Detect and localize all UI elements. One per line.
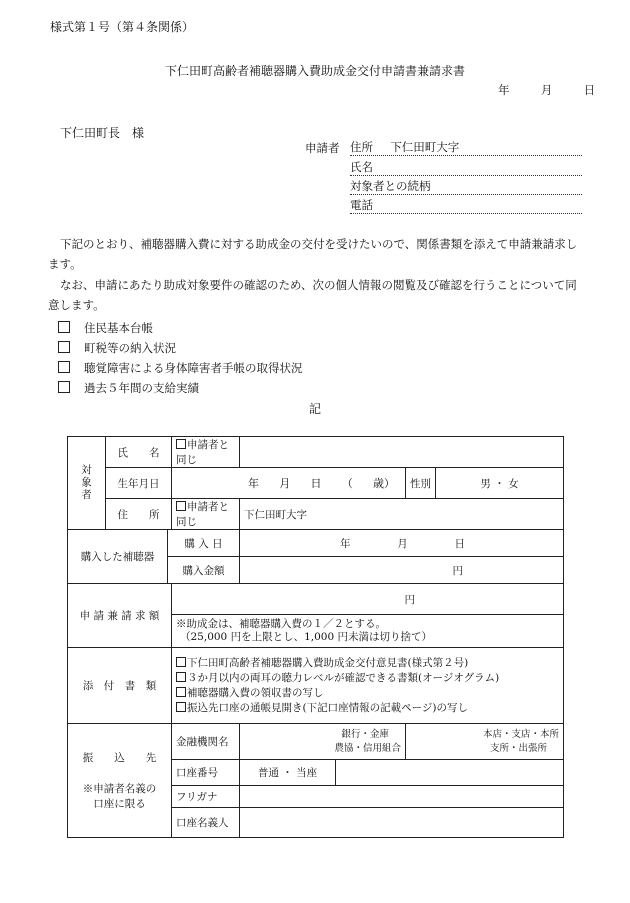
checkbox-icon[interactable] — [176, 702, 186, 712]
checkbox-icon[interactable] — [176, 672, 186, 682]
purchase-date-input[interactable] — [240, 530, 564, 557]
branch-types-line2: 支所・出張所 — [490, 742, 548, 754]
claim-note-line1: ※助成金は、補聴器購入費の１／２とする。 — [176, 618, 386, 630]
consent-item-label: 聴覚障害による身体障害者手帳の取得状況 — [84, 361, 303, 375]
dob-month: 月 — [279, 477, 291, 490]
attachment-item[interactable] — [176, 671, 559, 686]
applicant-phone-field[interactable] — [350, 198, 582, 214]
purchase-amount-input[interactable] — [240, 557, 564, 584]
subject-heading: 対象者 — [80, 464, 92, 502]
attachment-label: ３か月以内の両耳の聴力レベルが確認できる書類(オージオグラム) — [187, 671, 500, 684]
dob-year: 年 — [248, 477, 259, 490]
subject-dob-row — [68, 468, 564, 499]
attachment-label: 下仁田町高齢者補聴器購入費助成金交付意見書(様式第２号) — [187, 656, 469, 669]
paragraph1-line2: ます。 — [48, 257, 82, 271]
attachments-heading: 添 付 書 類 — [68, 648, 172, 724]
ki-heading: 記 — [308, 402, 321, 416]
form-number: 様式第１号（第４条関係） — [50, 20, 195, 34]
institution-label: 金融機関名 — [172, 724, 240, 760]
account-holder-input[interactable] — [240, 808, 564, 838]
attachments-row — [68, 648, 564, 724]
bank-types-line2: 農協・信用組合 — [334, 742, 401, 754]
subject-name-label: 氏 名 — [106, 437, 172, 468]
furigana-label: フリガナ — [172, 786, 240, 808]
purchase-date-row — [68, 530, 564, 557]
purchase-month: 月 — [397, 537, 408, 550]
branch-type-options[interactable] — [406, 724, 564, 760]
date-month: 月 — [540, 83, 553, 97]
gender-options[interactable]: 男 ・ 女 — [436, 468, 564, 499]
account-holder-label: 口座名義人 — [172, 808, 240, 838]
checkbox-icon[interactable] — [58, 341, 70, 353]
purchase-date-label: 購 入 日 — [168, 530, 240, 557]
subject-name-input[interactable] — [240, 437, 564, 468]
checkbox-icon[interactable] — [176, 439, 186, 449]
subject-address-value: 下仁田町大字 — [244, 508, 307, 521]
consent-paragraph — [48, 275, 583, 315]
attachments-list — [172, 648, 564, 724]
attachment-item[interactable] — [176, 701, 559, 716]
bank-heading-cell — [68, 724, 172, 838]
subject-address-input[interactable] — [240, 499, 564, 530]
consent-item[interactable] — [58, 320, 153, 336]
furigana-input[interactable] — [240, 786, 564, 808]
subject-name-same-cell[interactable] — [172, 437, 240, 468]
purchase-amount-label: 購入金額 — [168, 557, 240, 584]
attachment-label: 振込先口座の通帳見開き(下記口座情報の記載ページ)の写し — [187, 701, 468, 714]
purchase-amount-unit: 円 — [452, 564, 464, 577]
consent-item-label: 町税等の納入状況 — [84, 341, 176, 355]
attachment-item[interactable] — [176, 686, 559, 701]
bank-note-line1: ※申請者名義の — [82, 783, 157, 795]
same-as-applicant-label: 申請者と同じ — [176, 501, 229, 528]
checkbox-icon[interactable] — [176, 501, 186, 511]
dob-day: 日 — [310, 477, 322, 490]
subject-address-row — [68, 499, 564, 530]
claim-heading: 申 請 兼 請 求 額 — [68, 584, 172, 648]
bank-type-options[interactable] — [240, 724, 406, 760]
account-type-options[interactable]: 普通 ・ 当座 — [240, 760, 336, 786]
applicant-address-field[interactable] — [350, 140, 582, 156]
document-title: 下仁田町高齢者補聴器購入費助成金交付申請書兼請求書 — [164, 64, 465, 78]
same-as-applicant-label: 申請者と同じ — [176, 439, 229, 466]
hearing-aid-heading: 購入した補聴器 — [68, 530, 168, 584]
checkbox-icon[interactable] — [176, 687, 186, 697]
attachment-label: 補聴器購入費の領収書の写し — [187, 686, 324, 699]
checkbox-icon[interactable] — [58, 381, 70, 393]
claim-amount-input[interactable] — [172, 584, 564, 615]
applicant-relationship-field[interactable] — [350, 179, 582, 195]
paragraph1-line1: 下記のとおり、補聴器購入費に対する助成金の交付を受けたいので、関係書類を添えて申請兼請求し — [60, 237, 578, 251]
checkbox-icon[interactable] — [176, 657, 186, 667]
consent-item[interactable] — [58, 360, 303, 376]
application-table — [67, 436, 564, 838]
subject-address-label: 住 所 — [106, 499, 172, 530]
dob-age: 歳） — [373, 477, 395, 490]
applicant-address-label: 住所 — [350, 140, 373, 154]
checkbox-icon[interactable] — [58, 321, 70, 333]
account-number-label: 口座番号 — [172, 760, 240, 786]
bank-heading: 振 込 先 — [82, 752, 157, 764]
subject-address-same-cell[interactable] — [172, 499, 240, 530]
purchase-day: 日 — [454, 537, 465, 550]
date-day: 日 — [583, 83, 596, 97]
applicant-relationship-label: 対象者との続柄 — [350, 179, 431, 193]
addressee: 下仁田町長 様 — [60, 126, 145, 140]
bank-types-line1: 銀行・金庫 — [341, 728, 389, 740]
applicant-phone-label: 電話 — [350, 198, 373, 212]
checkbox-icon[interactable] — [58, 361, 70, 373]
claim-note — [172, 615, 564, 648]
subject-name-row — [68, 437, 564, 468]
date-year: 年 — [498, 83, 510, 97]
gender-label: 性別 — [406, 468, 436, 499]
purchase-year: 年 — [340, 537, 351, 550]
bank-institution-row — [68, 724, 564, 760]
account-number-input[interactable] — [336, 760, 564, 786]
dob-age-open: （ — [341, 477, 353, 490]
claim-amount-row — [68, 584, 564, 615]
consent-item-label: 過去５年間の支給実績 — [84, 381, 199, 395]
subject-heading-cell — [68, 437, 106, 530]
subject-dob-input[interactable] — [172, 468, 406, 499]
paragraph2-line2: 意します。 — [48, 298, 105, 312]
claim-note-line2: （25,000 円を上限とし、1,000 円未満は切り捨て） — [180, 631, 432, 643]
attachment-item[interactable] — [176, 656, 559, 671]
bank-note-line2: 口座に限る — [93, 798, 146, 810]
consent-item-label: 住民基本台帳 — [84, 321, 153, 335]
request-paragraph — [48, 234, 583, 274]
paragraph2-line1: なお、申請にあたり助成対象要件の確認のため、次の個人情報の閲覧及び確認を行うことについて同 — [60, 278, 577, 292]
consent-item[interactable] — [58, 340, 176, 356]
application-date — [498, 82, 595, 98]
claim-amount-unit: 円 — [404, 593, 416, 606]
subject-dob-label: 生年月日 — [106, 468, 172, 499]
applicant-name-label: 氏名 — [350, 160, 373, 174]
applicant-name-field[interactable] — [350, 160, 582, 176]
applicant-address-value: 下仁田町大字 — [390, 140, 460, 154]
consent-item[interactable] — [58, 380, 199, 396]
branch-types-line1: 本店・支店・本所 — [483, 728, 560, 740]
applicant-label: 申請者 — [305, 141, 340, 155]
